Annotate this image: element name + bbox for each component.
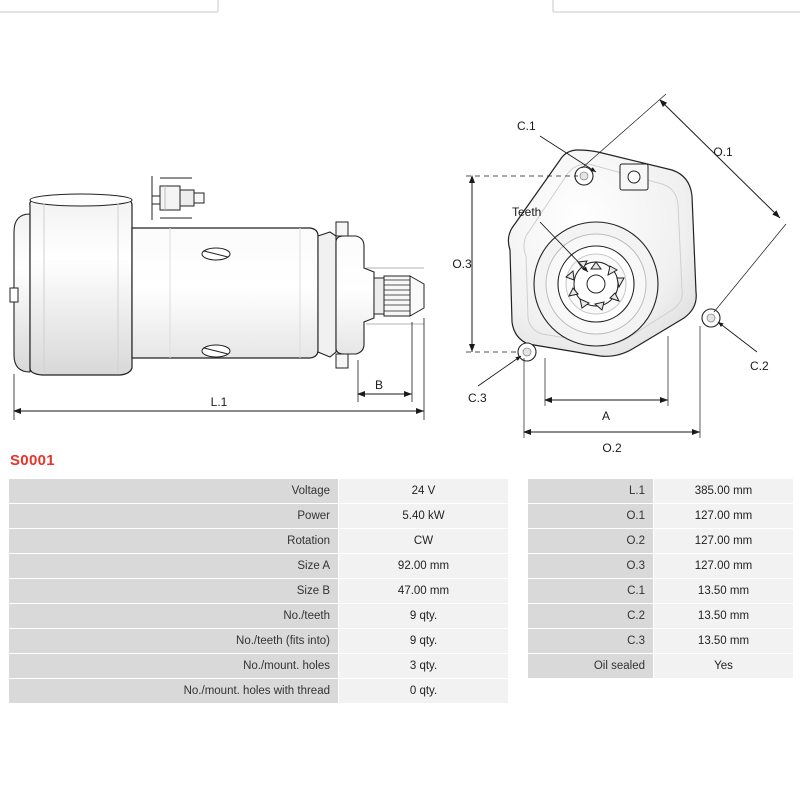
table-row <box>9 529 509 554</box>
spec-value: 13.50 mm <box>654 604 794 629</box>
callout-C2 <box>718 322 769 373</box>
pinion-gear <box>366 268 424 324</box>
label-A: A <box>601 409 611 423</box>
table-row <box>9 679 509 704</box>
spec-value: 3 qty. <box>339 654 509 679</box>
spec-label: L.1 <box>528 479 654 504</box>
spec-label: No./mount. holes <box>9 654 339 679</box>
spec-value: 9 qty. <box>339 629 509 654</box>
spec-value: CW <box>339 529 509 554</box>
table-row <box>528 579 794 604</box>
label-C1: C.1 <box>517 119 536 133</box>
table-row <box>528 479 794 504</box>
table-row <box>528 604 794 629</box>
label-L1: L.1 <box>210 395 228 409</box>
solenoid <box>152 176 204 220</box>
spec-value: 47.00 mm <box>339 579 509 604</box>
spec-value: 13.50 mm <box>654 629 794 654</box>
label-O3: O.3 <box>452 257 472 271</box>
label-O2: O.2 <box>602 441 622 455</box>
spec-label: Voltage <box>9 479 339 504</box>
table-row <box>528 629 794 654</box>
spec-value: 385.00 mm <box>654 479 794 504</box>
spec-label-empty <box>528 679 654 704</box>
table-row <box>528 529 794 554</box>
label-C3: C.3 <box>468 391 487 405</box>
spec-value: 13.50 mm <box>654 579 794 604</box>
spec-value: 24 V <box>339 479 509 504</box>
spec-label: C.3 <box>528 629 654 654</box>
table-row <box>9 479 509 504</box>
spec-label: O.1 <box>528 504 654 529</box>
table-row <box>9 629 509 654</box>
drawing-frame <box>0 0 800 12</box>
spec-value: 127.00 mm <box>654 504 794 529</box>
spec-label: C.1 <box>528 579 654 604</box>
table-row <box>9 554 509 579</box>
part-code: S0001 <box>10 452 55 469</box>
spec-value: Yes <box>654 654 794 679</box>
label-O1: O.1 <box>713 145 733 159</box>
label-B: B <box>374 378 384 392</box>
spec-value-empty <box>654 679 794 704</box>
spec-label: Size B <box>9 579 339 604</box>
callout-C3 <box>468 356 521 405</box>
spec-label: O.3 <box>528 554 654 579</box>
spec-label: No./mount. holes with thread <box>9 679 339 704</box>
table-row <box>528 504 794 529</box>
spec-value: 127.00 mm <box>654 554 794 579</box>
table-row <box>9 504 509 529</box>
spec-value: 9 qty. <box>339 604 509 629</box>
spec-table-left <box>8 478 509 704</box>
spec-table-right <box>527 478 794 704</box>
dimension-B <box>358 322 412 402</box>
spec-value: 5.40 kW <box>339 504 509 529</box>
table-row <box>528 654 794 679</box>
table-row <box>528 554 794 579</box>
spec-value: 0 qty. <box>339 679 509 704</box>
table-row <box>9 654 509 679</box>
label-C2: C.2 <box>750 359 769 373</box>
spec-label: O.2 <box>528 529 654 554</box>
spec-label: Size A <box>9 554 339 579</box>
table-row <box>9 579 509 604</box>
spec-label: C.2 <box>528 604 654 629</box>
spec-value: 127.00 mm <box>654 529 794 554</box>
label-teeth: Teeth <box>512 205 542 219</box>
spec-label: Oil sealed <box>528 654 654 679</box>
starter-side-view <box>10 176 424 420</box>
spec-label: No./teeth <box>9 604 339 629</box>
spec-label: No./teeth (fits into) <box>9 629 339 654</box>
specifications <box>8 478 792 704</box>
spec-label: Power <box>9 504 339 529</box>
spec-value: 92.00 mm <box>339 554 509 579</box>
table-row-spacer <box>528 679 794 704</box>
spec-label: Rotation <box>9 529 339 554</box>
starter-front-view <box>452 94 786 455</box>
table-row <box>9 604 509 629</box>
